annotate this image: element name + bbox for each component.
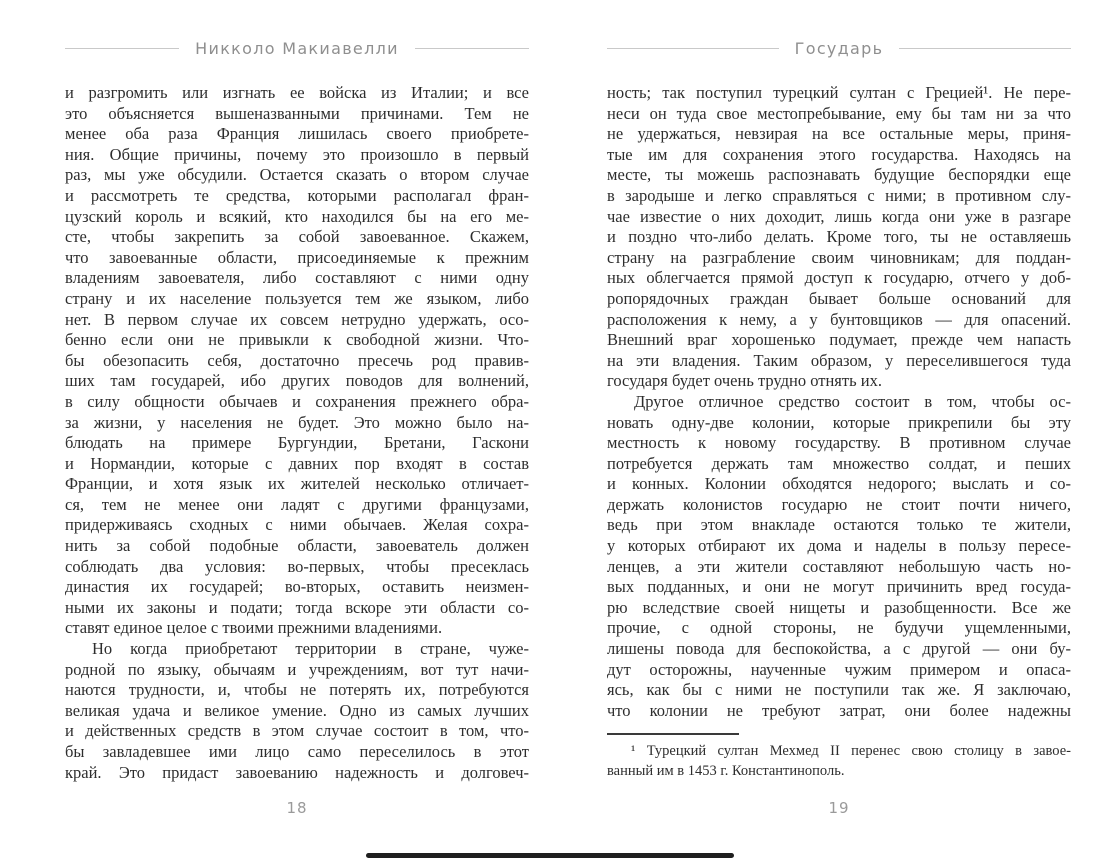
text-line: нет. В первом случае их совсем нетрудно удержать, осо-: [65, 309, 529, 329]
text-line: Внешний враг хорошенько подумает, прежде чем напасть: [607, 330, 1071, 350]
left-page[interactable]: [65, 38, 529, 783]
text-line: дут осторожны, наученные чужим примером и опаса-: [607, 659, 1071, 679]
right-running-head: [607, 38, 1071, 58]
running-head-rule-right: [415, 48, 529, 49]
left-page-number: 18: [286, 799, 308, 817]
right-page-body: [607, 83, 1071, 721]
text-line: новать одну-две колонии, которые прикрепили бы эту: [607, 412, 1071, 432]
paragraph: [607, 392, 1071, 722]
left-running-head: [65, 38, 529, 58]
text-line: ропорядочных граждан бывает больше оснований для: [607, 288, 1071, 308]
text-line: расположения к нему, а у бунтовщиков — для опасений.: [607, 309, 1071, 329]
text-line: месте, ты можешь распознавать будущие беспорядки еще: [607, 165, 1071, 185]
text-line: династия их государей; во-вторых, оставить неизмен-: [65, 577, 529, 597]
text-line: страну и их население пользуется тем же языком, либо: [65, 288, 529, 308]
running-head-rule-left: [607, 48, 779, 49]
right-page-number: 19: [828, 799, 850, 817]
text-line: родной по языку, обычаям и учреждениям, вот тут начи-: [65, 659, 529, 679]
text-line: и действенных средств в этом случае состоит в том, что-: [65, 721, 529, 741]
text-line: ленцев, а эти жители составляют небольшую часть но-: [607, 556, 1071, 576]
text-line: ными их законы и подати; тогда вскоре эти области со-: [65, 597, 529, 617]
text-line: держать колонистов государю не стоит почти ничего,: [607, 494, 1071, 514]
text-line: ся, тем не менее они ладят с другими французами,: [65, 494, 529, 514]
text-line: и Нормандии, которые с давних пор входят в состав: [65, 453, 529, 473]
text-line: бы обезопасить себя, достаточно пресечь род правив-: [65, 350, 529, 370]
text-line: и разгромить или изгнать ее войска из Италии; и все: [65, 83, 529, 102]
text-line: ность; так поступил турецкий султан с Грецией¹. Не пере-: [607, 83, 1071, 102]
text-line: сте, чтобы закрепить за собой завоеванное. Скажем,: [65, 227, 529, 247]
text-line: соблюдать два условия: во-первых, чтобы пресеклась: [65, 556, 529, 576]
text-line: вых подданных, и они не могут причинить вред госуда-: [607, 577, 1071, 597]
text-line: бы завладевшее ими лицо само переселилось в этот: [65, 742, 529, 761]
left-page-body: [65, 83, 529, 783]
text-line: наются трудности, и, чтобы не потерять их, потребуются: [65, 680, 529, 700]
footnote: [607, 733, 1071, 781]
text-line: на эти владения. Таким образом, у переселившегося туда: [607, 350, 1071, 370]
text-line: Франции, и хотя язык их жителей несколько отличает-: [65, 474, 529, 494]
text-line: тые им для сохранения этого государства. Находясь на: [607, 144, 1071, 164]
text-line: и поздно что-либо делать. Кроме того, ты не оставляешь: [607, 227, 1071, 247]
right-page[interactable]: [607, 38, 1071, 781]
text-line: ¹ Турецкий султан Мехмед II перенес свою столицу в завое-: [631, 743, 1071, 760]
text-line: что завоеванные области, присоединяемые к прежним: [65, 247, 529, 267]
text-line: и конных. Колонии обходятся недорого; выслать и со-: [607, 474, 1071, 494]
paragraph: [607, 742, 1071, 781]
text-line: государя будет очень трудно отнять их.: [607, 371, 882, 391]
text-line: прочие, с одной стороны, не будучи ущемленными,: [607, 618, 1071, 638]
text-line: ведь при этом внакладе остаются только те жители,: [607, 515, 1071, 535]
text-line: у которых отбирают их дома и наделы в пользу пересе-: [607, 536, 1071, 556]
text-line: край. Это придаст завоеванию надежность и долговеч-: [65, 762, 529, 782]
text-line: страну на разграбление своим чиновникам; для поддан-: [607, 247, 1071, 267]
text-line: за жизни, у населения не будет. Это можно было на-: [65, 412, 529, 432]
text-line: раз, мы уже обсудили. Остается сказать о втором случае: [65, 165, 529, 185]
text-line: потребуется держать там множество солдат, и пеших: [607, 453, 1071, 473]
text-line: Но когда приобретают территории в стране, чуже-: [92, 639, 529, 659]
text-line: бенно если они не привыкли к свободной жизни. Что-: [65, 330, 529, 350]
paragraph: [65, 83, 529, 639]
text-line: чае известие о них доходит, лишь когда они уже в разгаре: [607, 206, 1071, 226]
text-line: ясь, как бы с ними не поступили так же. Я заключаю,: [607, 680, 1071, 700]
text-line: в зародыше и легко справляться с ними; в противном слу-: [607, 185, 1071, 205]
footnote-divider: [607, 733, 739, 735]
text-line: это объясняется вышеназванными причинами. Тем не: [65, 103, 529, 123]
text-line: не удержаться, невзирая на все остальные меры, приня-: [607, 124, 1071, 144]
text-line: в силу общности обычаев и сохранения прежнего обра-: [65, 391, 529, 411]
text-line: блюдать на примере Бургундии, Бретани, Гаскони: [65, 433, 529, 453]
footnote-text: [607, 742, 1071, 781]
text-line: менее оба раза Франция лишилась своего приобрете-: [65, 124, 529, 144]
running-head-rule-left: [65, 48, 179, 49]
text-line: Другое отличное средство состоит в том, чтобы ос-: [634, 391, 1071, 411]
text-line: ных облегчается прямой доступ к государю, отчего у доб-: [607, 268, 1071, 288]
text-line: рю вследствие своей нищеты и разобщенности. Все же: [607, 597, 1071, 617]
text-line: цузский король и всякий, кто находился бы на его ме-: [65, 206, 529, 226]
text-line: местность к новому государству. В противном случае: [607, 433, 1071, 453]
left-running-head-label: Никколо Макиавелли: [195, 38, 399, 58]
text-line: и рассмотреть те средства, которыми располагал фран-: [65, 185, 529, 205]
text-line: что колонии не требуют затрат, они более надежны: [607, 700, 1071, 720]
running-head-rule-right: [899, 48, 1071, 49]
text-line: великая удача и великое умение. Одно из самых лучших: [65, 700, 529, 720]
text-line: неси он туда свое местопребывание, ему бы там ни за что: [607, 103, 1071, 123]
text-line: придерживаясь сходных с ними обычаев. Желая сохра-: [65, 515, 529, 535]
paragraph: [65, 639, 529, 783]
text-line: ставят единое целое с твоими прежними владениями.: [65, 618, 443, 638]
text-line: ванный им в 1453 г. Константинополь.: [607, 762, 845, 779]
right-running-head-label: Государь: [794, 38, 884, 58]
text-line: ших там государей, ибо других поводов для волнений,: [65, 371, 529, 391]
text-line: лишены повода для беспокойства, а с другой — они бу-: [607, 639, 1071, 659]
text-line: владениям завоевателя, либо составляют с ними одну: [65, 268, 529, 288]
paragraph: [607, 83, 1071, 392]
text-line: нить за собой подобные области, завоеватель должен: [65, 536, 529, 556]
home-indicator-bar[interactable]: [366, 853, 734, 858]
text-line: ния. Общие причины, почему это произошло в первый: [65, 144, 529, 164]
